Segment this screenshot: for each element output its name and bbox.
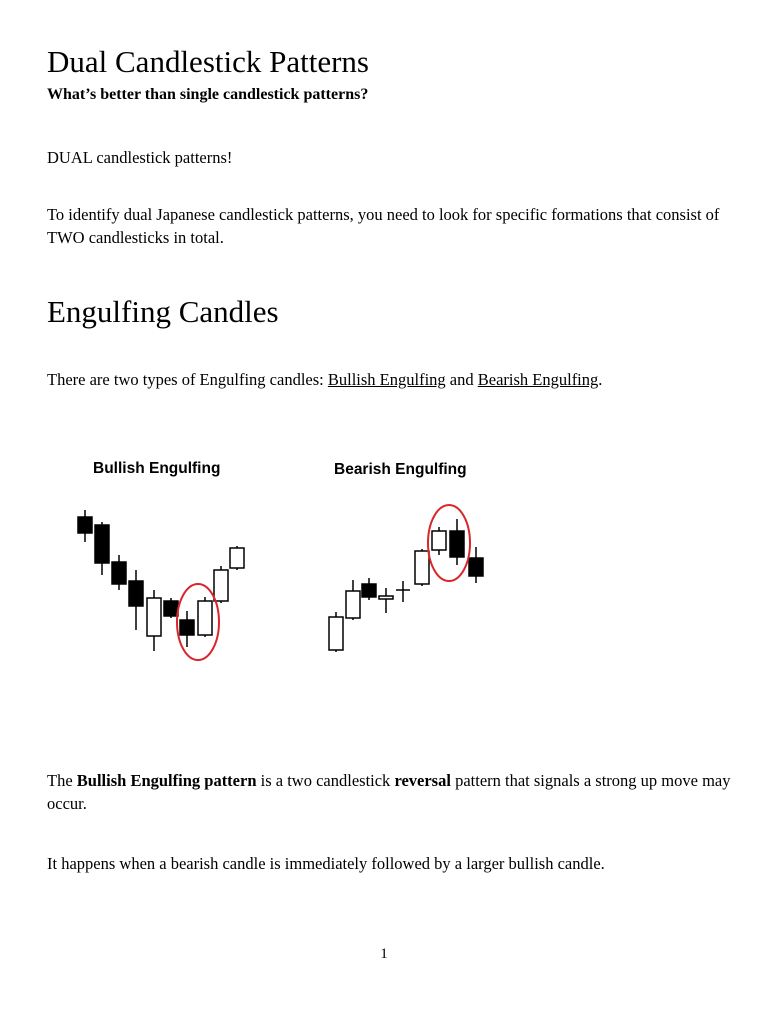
bearish-candle — [469, 558, 483, 576]
engulfing-bullish-candle — [198, 601, 212, 635]
doji-candle — [379, 596, 393, 599]
bullish-candle — [230, 548, 244, 568]
page-subtitle: What’s better than single candlestick patterns? — [47, 86, 369, 103]
engulfing-condition-paragraph: It happens when a bearish candle is immediately followed by a larger bullish candle. — [47, 854, 605, 873]
bullish-engulfing-paragraph — [47, 769, 737, 815]
page-number: 1 — [380, 946, 388, 962]
bearish-candle — [129, 581, 143, 606]
bearish-engulfing-link[interactable]: Bearish Engulfing — [477, 370, 599, 389]
para4-bold-pattern: Bullish Engulfing pattern — [76, 771, 257, 790]
bullish-candle — [415, 551, 429, 584]
para4-text-2: is a two candlestick — [256, 771, 395, 790]
intro-paragraph: DUAL candlestick patterns! — [47, 148, 233, 167]
engulfing-types-prefix: There are two types of Engulfing candles: — [47, 370, 328, 389]
bullish-engulfing-diagram — [78, 510, 244, 660]
bullish-candle — [147, 598, 161, 636]
para4-bold-reversal: reversal — [394, 771, 451, 790]
bullish-candle — [329, 617, 343, 650]
bullish-engulfing-link[interactable]: Bullish Engulfing — [327, 370, 446, 389]
bullish-candle — [214, 570, 228, 601]
bearish-candle — [164, 601, 178, 616]
definition-paragraph: To identify dual Japanese candlestick patterns, you need to look for specific formations that consist of TWO candlesticks in total. — [47, 205, 720, 247]
bearish-engulfing-figure-title: Bearish Engulfing — [334, 461, 467, 478]
bearish-candle — [95, 525, 109, 563]
engulfing-bearish-candle — [450, 531, 464, 557]
bullish-candle — [432, 531, 446, 550]
bullish-candle — [346, 591, 360, 618]
bearish-candle — [180, 620, 194, 635]
para4-text-3: pattern that signals a strong up move may occur. — [47, 771, 731, 813]
bullish-engulfing-figure-title: Bullish Engulfing — [93, 460, 221, 477]
bearish-engulfing-diagram — [329, 505, 483, 652]
page-title: Dual Candlestick Patterns — [47, 44, 369, 79]
bearish-candle — [112, 562, 126, 584]
engulfing-types-middle: and — [445, 370, 478, 389]
engulfing-types-suffix: . — [598, 370, 603, 389]
bearish-candle — [78, 517, 92, 533]
bearish-candle — [362, 584, 376, 597]
section-title: Engulfing Candles — [47, 294, 279, 329]
para4-text-1: The — [47, 771, 77, 790]
